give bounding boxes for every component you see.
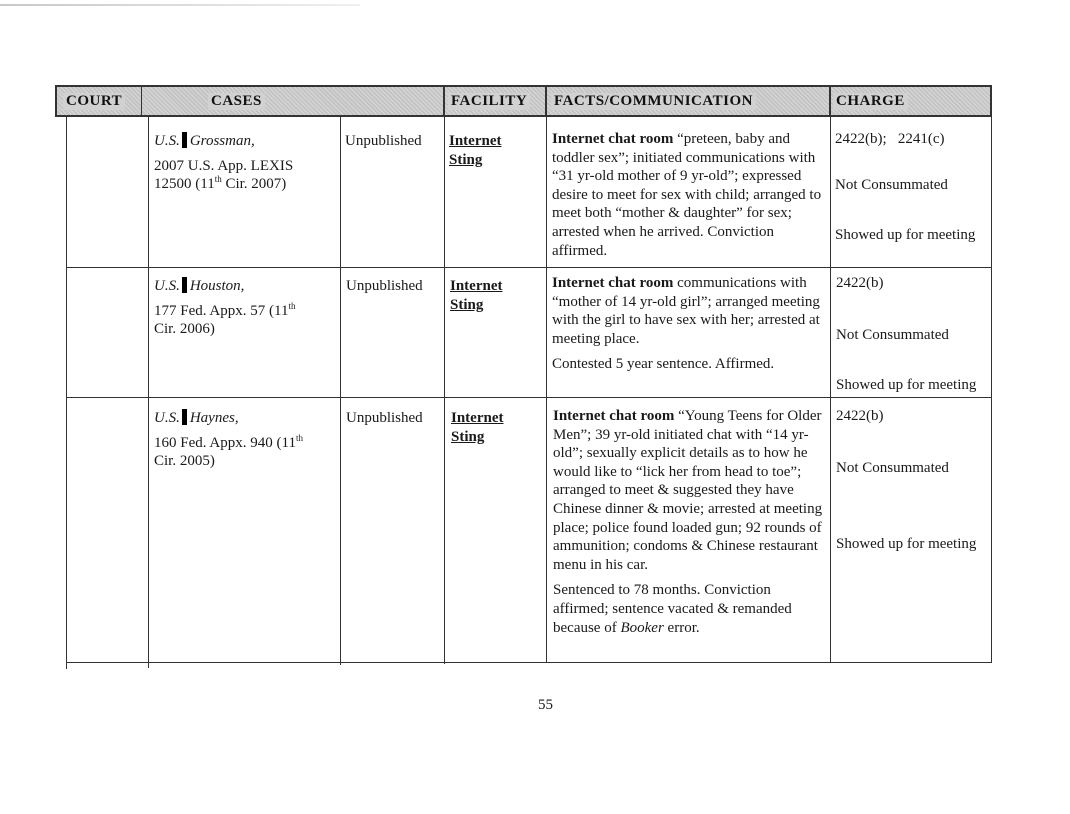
charge-note: Showed up for meeting [836, 377, 977, 394]
charge-cell [836, 407, 991, 554]
case-cell [154, 409, 334, 471]
facts-extra: Sentenced to 78 months. Conviction affirmed; sentence vacated & remanded because of Booker error. [553, 582, 792, 636]
charge-status: Not Consummated [836, 326, 949, 343]
facts-extra: Contested 5 year sentence. Affirmed. [552, 356, 775, 373]
charge-note: Showed up for meeting [836, 536, 977, 553]
table-bottom-line [66, 662, 992, 663]
case-prefix: U.S. [154, 133, 180, 149]
charge-cell [835, 130, 990, 245]
case-prefix: U.S. [154, 278, 180, 294]
facts-lead: Internet chat room [552, 275, 674, 291]
facts-text: “Young Teens for Older Men”; 39 yr-old initiated chat with “14 yr-old”; sexually explicit details as to how he would like to “lick her from head to toe”; arranged to meet & suggested they have Chinese dinner & movie; arrested at meeting place; police found loaded gun; 92 rounds of ammunition; condoms & Chinese restaurant menu in his car. [553, 408, 823, 573]
facility-cell [449, 132, 502, 169]
scan-edge-line [0, 4, 360, 6]
facility-line1: Internet [451, 410, 504, 426]
header-facts-label: FACTS/COMMUNICATION [551, 93, 756, 110]
case-cell [154, 277, 334, 339]
header-court-label: COURT [63, 93, 125, 110]
grid-line-facility [444, 117, 445, 664]
redaction-mark [182, 409, 187, 425]
grid-line-left [66, 117, 67, 669]
facility-line1: Internet [449, 133, 502, 149]
case-citation: 2007 U.S. App. LEXIS 12500 (11th Cir. 2007) [154, 157, 294, 193]
status-cell: Unpublished [345, 133, 422, 149]
header-charge-label: CHARGE [833, 93, 908, 110]
case-cell [154, 132, 334, 194]
facts-cell [552, 274, 824, 374]
case-name: Grossman, [189, 133, 255, 149]
charge-code: 2422(b) [836, 275, 884, 291]
charge-code: 2422(b); 2241(c) [835, 131, 945, 147]
facility-cell [450, 277, 503, 314]
facts-cell [553, 407, 825, 637]
charge-cell [836, 274, 991, 395]
facts-lead: Internet chat room [552, 131, 674, 147]
grid-line-charge [830, 117, 831, 662]
facility-line2: Sting [450, 296, 484, 313]
facts-lead: Internet chat room [553, 408, 675, 424]
case-citation: 160 Fed. Appx. 940 (11th Cir. 2005) [154, 432, 303, 470]
case-prefix: U.S. [154, 410, 180, 426]
grid-line-cases [148, 117, 149, 668]
header-charge [829, 85, 992, 117]
header-facts [545, 85, 831, 117]
case-name: Haynes, [189, 410, 239, 426]
grid-line-status [340, 117, 341, 665]
status-cell: Unpublished [346, 410, 423, 426]
header-facility-label: FACILITY [448, 93, 530, 110]
redaction-mark [182, 132, 187, 148]
facts-cell [552, 130, 824, 260]
header-cases [141, 85, 445, 117]
header-cases-label: CASES [208, 93, 265, 110]
charge-note: Showed up for meeting [835, 227, 976, 244]
facility-line2: Sting [449, 151, 483, 168]
redaction-mark [182, 277, 187, 293]
facts-text: “preteen, baby and toddler sex”; initiated communications with “31 yr-old mother of 9 yr-old”; expressed desire to meet for sex with child; arranged to meet both “mother & daughter” for sex; arrested when he arrived. Conviction affirmed. [552, 131, 822, 259]
facts-text: communications with “mother of 14 yr-old girl”; arranged meeting with the girl to have sex with her; arrested at meeting place. [552, 275, 820, 347]
case-table [55, 85, 992, 669]
header-court [55, 85, 143, 117]
charge-status: Not Consummated [835, 176, 948, 193]
grid-line-facts [546, 117, 547, 663]
page-number: 55 [538, 697, 553, 713]
row-divider-1 [66, 267, 992, 268]
charge-status: Not Consummated [836, 459, 949, 476]
case-name: Houston, [189, 278, 245, 294]
row-divider-2 [66, 397, 992, 398]
facility-line1: Internet [450, 278, 503, 294]
grid-line-right [991, 117, 992, 662]
charge-code: 2422(b) [836, 408, 884, 424]
status-cell: Unpublished [346, 278, 423, 294]
facility-line2: Sting [451, 428, 485, 445]
case-citation: 177 Fed. Appx. 57 (11th Cir. 2006) [154, 300, 296, 338]
header-facility [443, 85, 547, 117]
facility-cell [451, 409, 504, 446]
